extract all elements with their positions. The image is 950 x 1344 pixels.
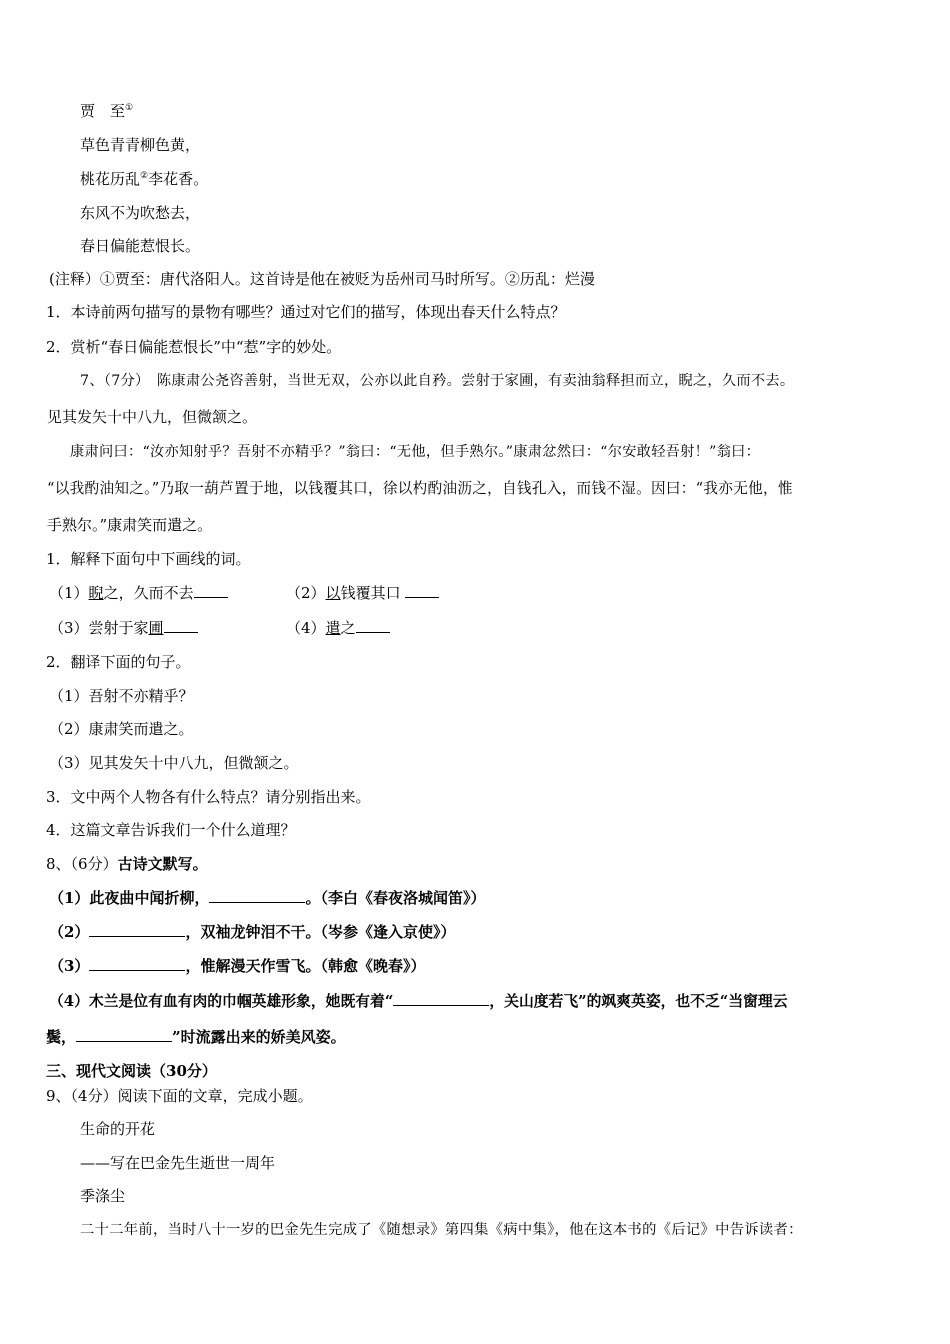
q8-line-2: （2） ，双袖龙钟泪不干。（岑参《逢入京使》） (49, 923, 456, 941)
q7-paragraph-2-end: 手熟尔。”康肃笑而遣之。 (47, 516, 213, 534)
q7-sub-1-title: 1．解释下面句中下画线的词。 (46, 550, 251, 568)
q7-sub-2-title: 2．翻译下面的句子。 (46, 653, 191, 671)
q7-sub-3: 3．文中两个人物各有什么特点？请分别指出来。 (46, 788, 371, 806)
article-paragraph-1: 二十二年前，当时八十一岁的巴金先生完成了《随想录》第四集《病中集》，他在这本书的《后记》中告诉读者： (80, 1222, 803, 1238)
q8-title: 8、（6分）古诗文默写。 (46, 855, 208, 873)
footnote-mark: ① (125, 103, 134, 113)
article-author: 季涤尘 (80, 1187, 126, 1205)
q8-line-3: （3） ，惟解漫天作雪飞。（韩愈《晚春》） (49, 957, 426, 975)
footnote-mark: ② (140, 171, 149, 181)
q7-sub-1-item-4: （4）遣之 (286, 618, 390, 638)
q7-paragraph-2-cont: “以我酌油知之。”乃取一葫芦置于地，以钱覆其口，徐以杓酌油沥之，自钱孔入，而钱不湿。因曰：“我亦无他，惟 (47, 480, 793, 497)
q7-sub-4: 4．这篇文章告诉我们一个什么道理？ (46, 821, 296, 839)
q9-title: 9、（4分）阅读下面的文章，完成小题。 (46, 1087, 313, 1105)
poem-line-2: 桃花历乱②李花香。 (80, 170, 209, 188)
q7-paragraph-1: 7、（7分） 陈康肃公尧咨善射，当世无双，公亦以此自矜。尝射于家圃，有卖油翁释担而立，睨之，久而不去。 (80, 373, 795, 389)
article-subtitle: ——写在巴金先生逝世一周年 (80, 1154, 276, 1172)
section-3-title: 三、现代文阅读（30分） (46, 1062, 217, 1080)
answer-blank[interactable] (89, 922, 185, 937)
q7-paragraph-2: 康肃问曰：“汝亦知射乎？吾射不亦精乎？”翁曰：“无他，但手熟尔。”康肃忿然曰：“尔安敢轻吾射！”翁曰： (70, 444, 761, 460)
q8-line-5: 鬓， ”时流露出来的娇美风姿。 (46, 1028, 346, 1046)
q8-line-1: （1）此夜曲中闻折柳， 。（李白《春夜洛城闻笛》） (49, 889, 486, 907)
poem-line-1: 草色青青柳色黄， (80, 136, 201, 154)
q8-line-4: （4）木兰是位有血有肉的巾帼英雄形象，她既有着“ ，关山度若飞”的飒爽英姿，也不乏“当窗理云 (49, 993, 788, 1010)
poem-line-3: 东风不为吹愁去， (80, 204, 201, 222)
answer-blank[interactable] (76, 1027, 172, 1042)
poem-question-1: 1．本诗前两句描写的景物有哪些？通过对它们的描写，体现出春天什么特点？ (46, 303, 566, 321)
answer-blank[interactable] (164, 618, 198, 633)
q7-sub-1-item-1: （1）睨之，久而不去 (49, 583, 228, 603)
answer-blank[interactable] (194, 583, 228, 598)
poem-author: 贾 至① (80, 102, 134, 120)
answer-blank[interactable] (356, 618, 390, 633)
poem-question-2: 2．赏析“春日偏能惹恨长”中“惹”字的妙处。 (46, 338, 342, 356)
q7-sub-2-item-1: （1）吾射不亦精乎？ (49, 687, 194, 705)
poem-annotation: (注释）①贾至：唐代洛阳人。这首诗是他在被贬为岳州司马时所写。②历乱：烂漫 (49, 270, 595, 288)
answer-blank[interactable] (89, 956, 185, 971)
q7-paragraph-1-cont: 见其发矢十中八九，但微颔之。 (47, 408, 258, 426)
article-title: 生命的开花 (80, 1120, 156, 1138)
q7-sub-2-item-3: （3）见其发矢十中八九，但微颔之。 (49, 754, 299, 772)
answer-blank[interactable] (393, 991, 489, 1006)
q7-sub-2-item-2: （2）康肃笑而遣之。 (49, 720, 194, 738)
q7-sub-1-item-3: （3）尝射于家圃 (49, 618, 198, 638)
poem-line-4: 春日偏能惹恨长。 (80, 237, 201, 255)
answer-blank[interactable] (209, 888, 305, 903)
answer-blank[interactable] (405, 583, 439, 598)
q7-sub-1-item-2: （2）以钱覆其口 (286, 583, 439, 603)
